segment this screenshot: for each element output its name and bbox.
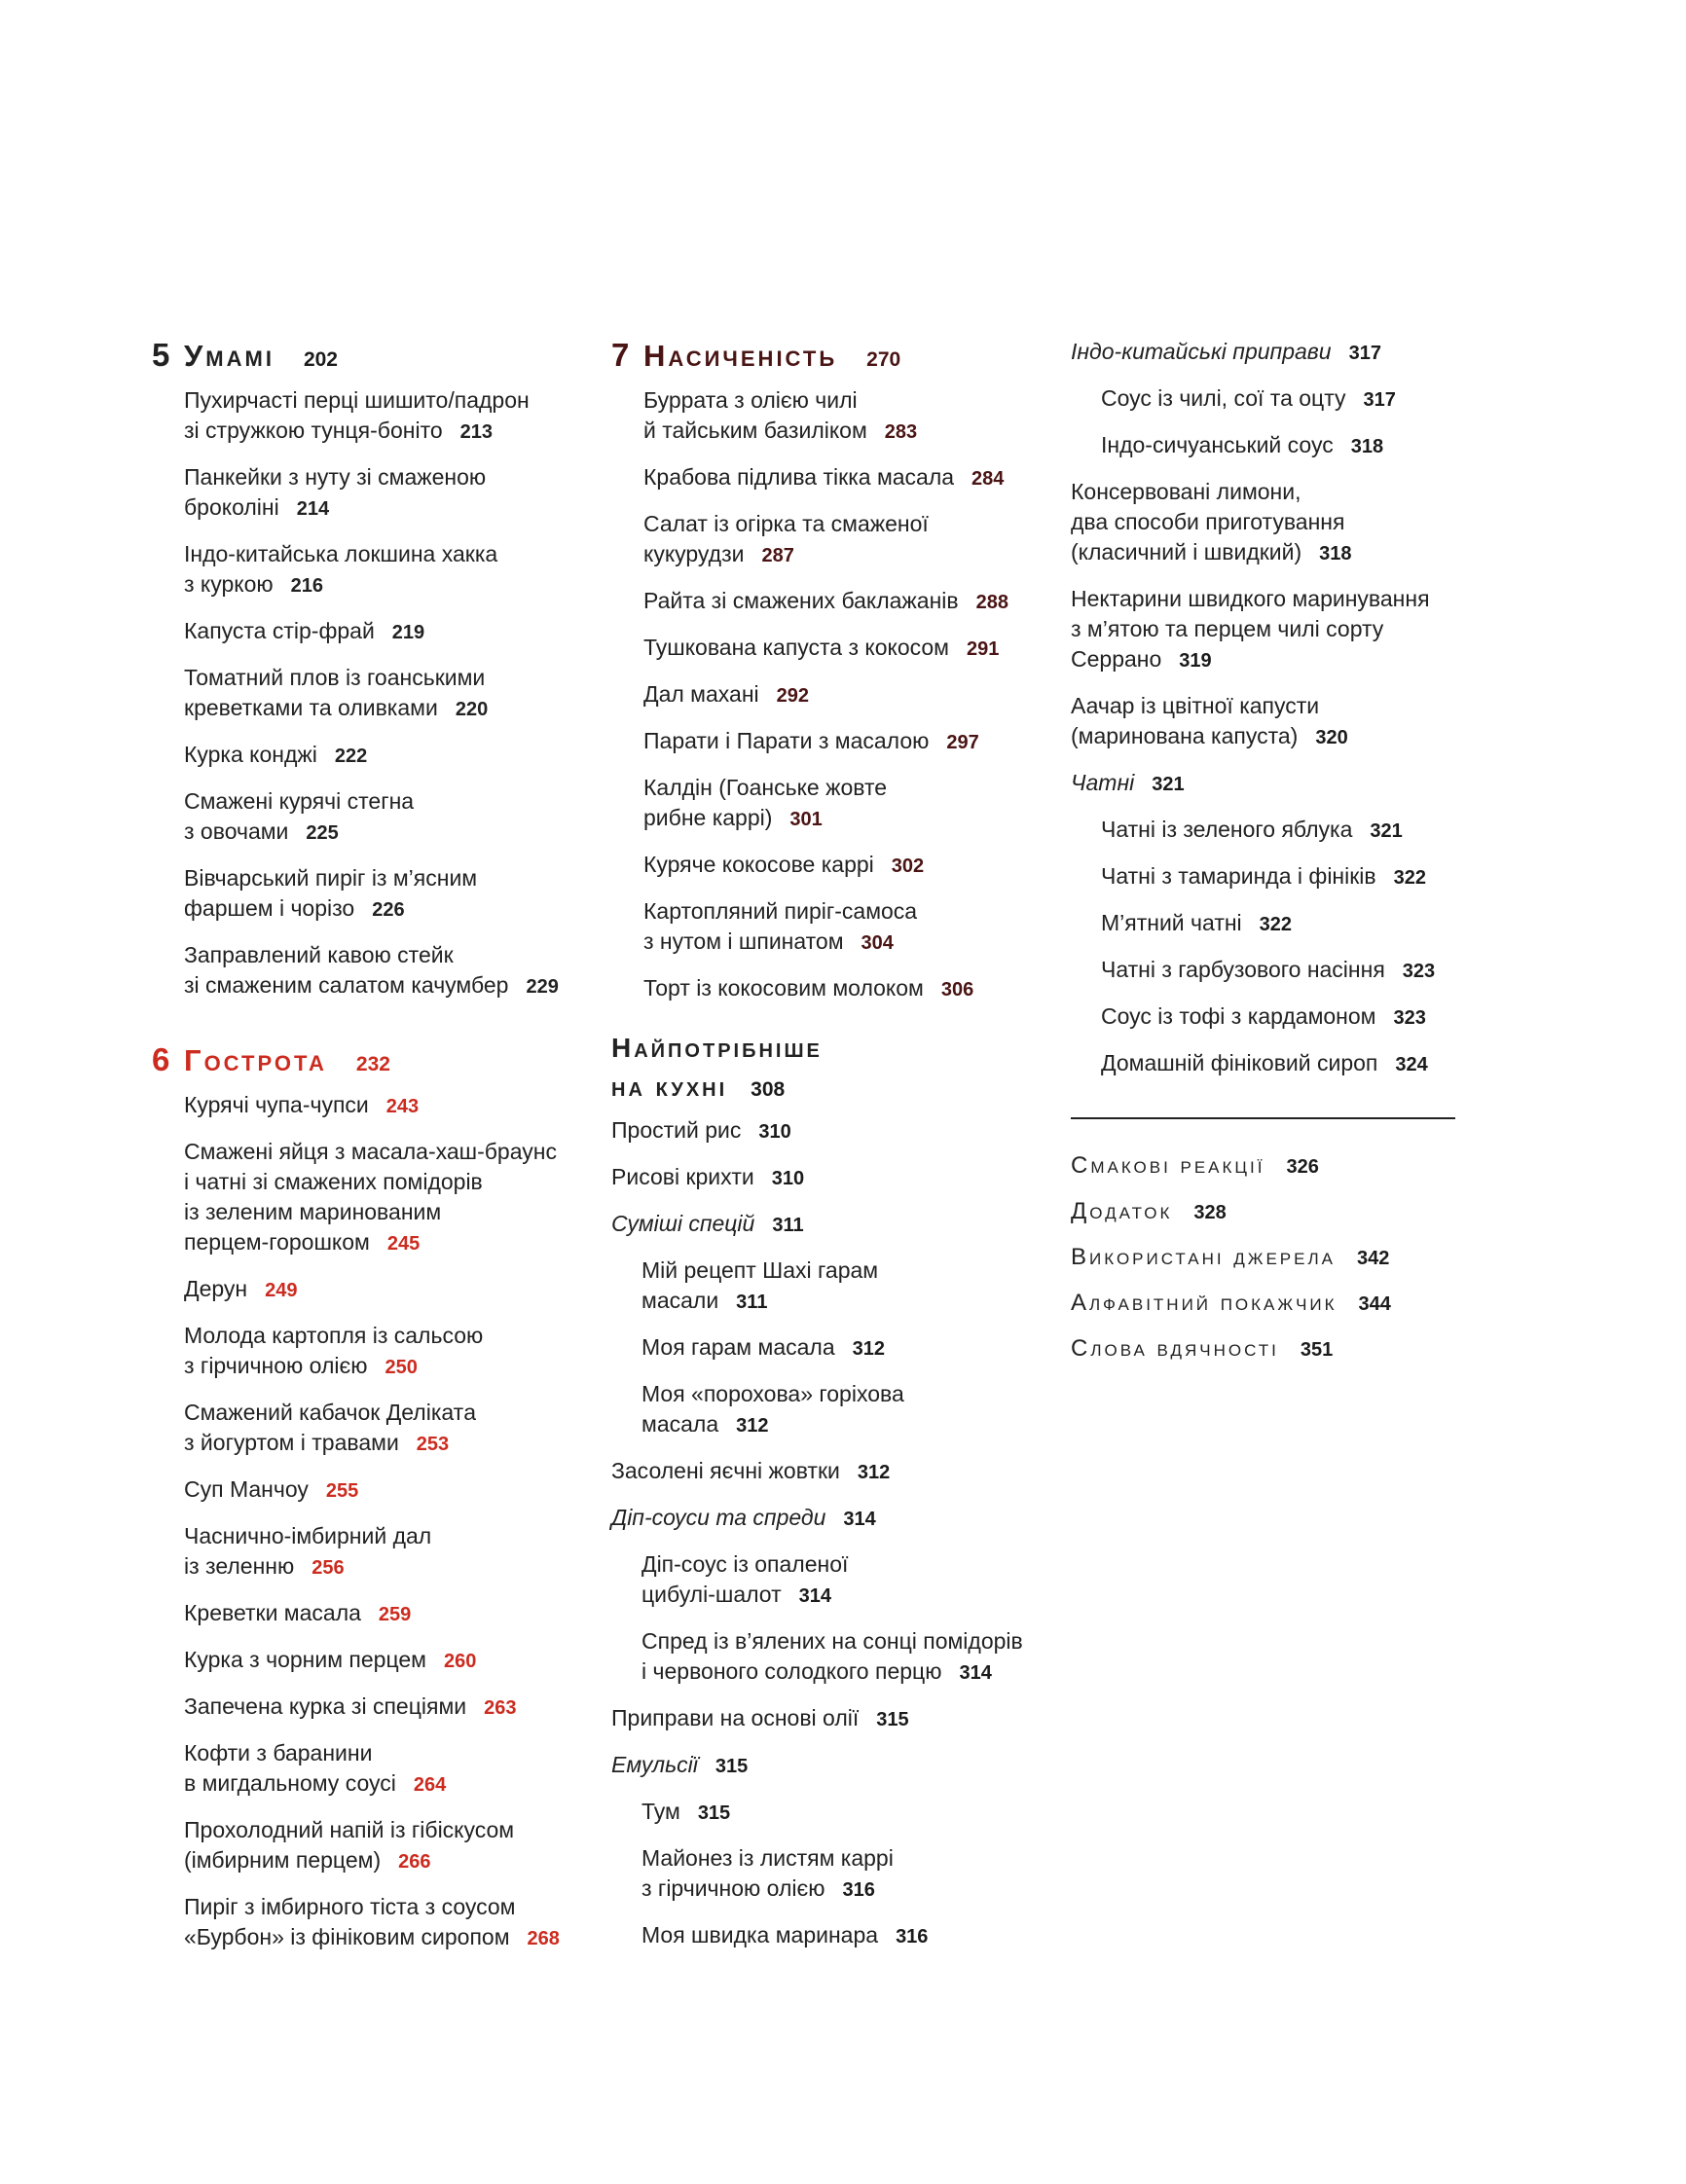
entry-page: 315 — [876, 1709, 909, 1730]
entry-title: Діп-соуси та спреди — [611, 1505, 826, 1530]
entry-page: 301 — [789, 809, 823, 830]
entry-page: 323 — [1393, 1007, 1426, 1029]
toc-entry — [1071, 815, 1460, 847]
section-pantry — [611, 1029, 1040, 1952]
entry-title: Пухирчасті перці шишито/падрон зі стружкою тунця-боніто — [184, 387, 530, 443]
backmatter-page: 342 — [1356, 1248, 1390, 1269]
entry-page: 321 — [1152, 774, 1185, 795]
entry-title: Простий рис — [611, 1117, 742, 1143]
entry-page: 314 — [959, 1662, 992, 1684]
toc-entry — [611, 1797, 1040, 1829]
toc-entry — [611, 1703, 1040, 1735]
entry-page: 214 — [296, 498, 330, 520]
entry-page: 226 — [372, 899, 405, 921]
entry-title: Тушкована капуста з кокосом — [643, 635, 949, 660]
entry-page: 311 — [736, 1292, 768, 1313]
entry-title: Картопляний пиріг-самоса з нутом і шпинатом — [643, 898, 918, 954]
chapter-umami — [152, 337, 570, 1002]
backmatter-item — [1071, 1196, 1460, 1228]
chapter-number: 5 — [152, 337, 170, 373]
toc-entry — [1071, 1048, 1460, 1080]
entry-title: Смажені курячі стегна з овочами — [184, 788, 415, 844]
toc-entry — [611, 1750, 1040, 1782]
entry-list — [611, 1115, 1040, 1952]
entry-list — [1071, 337, 1460, 1080]
toc-entry — [611, 1162, 1040, 1194]
entry-title: Моя швидка маринара — [641, 1922, 879, 1947]
chapter-title: Умамі — [184, 339, 275, 373]
entry-title: Чатні з гарбузового насіння — [1101, 957, 1385, 982]
chapter-title: Гострота — [184, 1043, 327, 1077]
entry-title: Чатні з тамаринда і фініків — [1101, 863, 1376, 889]
entry-title: Аачар із цвітної капусти (маринована капуста) — [1071, 693, 1320, 748]
entry-page: 229 — [526, 976, 559, 998]
entry-page: 249 — [265, 1280, 298, 1301]
entry-title: Капуста стір-фрай — [184, 618, 375, 643]
toc-entry — [152, 1738, 570, 1801]
toc-entry — [1071, 477, 1460, 569]
entry-title: Індо-китайська локшина хакка з куркою — [184, 541, 498, 597]
section-heading — [611, 1029, 1040, 1110]
toc-entry — [152, 940, 570, 1002]
entry-page: 311 — [772, 1215, 804, 1236]
toc-entry — [152, 1892, 570, 1954]
toc-entry — [611, 1209, 1040, 1241]
toc-entry — [1071, 383, 1460, 416]
entry-title: Чатні — [1071, 770, 1135, 795]
entry-title: Майонез із листям каррі з гірчичною олією — [641, 1845, 894, 1901]
divider — [1071, 1117, 1455, 1119]
entry-page: 324 — [1395, 1054, 1428, 1075]
entry-title: Смажений кабачок Делікатa з йогуртом і травами — [184, 1400, 477, 1455]
entry-page: 321 — [1370, 820, 1403, 842]
toc-entry — [152, 786, 570, 849]
chapter-heading — [152, 337, 570, 380]
toc-entry — [1071, 955, 1460, 987]
chapter-richness — [611, 337, 1040, 1005]
toc-entry — [152, 1692, 570, 1724]
toc-entry — [152, 539, 570, 601]
entry-title: Смажені яйця з масала-хаш-браунс і чатні зі смажених помідорів із зеленим маринованим перцем-горошком — [184, 1139, 557, 1255]
chapter-heading — [611, 337, 1040, 380]
entry-page: 291 — [967, 638, 1000, 660]
entry-page: 264 — [413, 1774, 447, 1796]
toc-entry — [1071, 430, 1460, 462]
entry-page: 219 — [391, 622, 425, 643]
entry-title: Вівчарський пиріг із м’ясним фаршем і чорізо — [184, 865, 478, 921]
entry-page: 268 — [527, 1928, 560, 1949]
entry-title: Соус із чилі, сої та оцту — [1101, 385, 1346, 411]
entry-title: Запечена курка зі спеціями — [184, 1693, 467, 1719]
entry-title: Куряче кокосове каррі — [643, 852, 874, 877]
entry-title: Діп-соус із опаленої цибулі-шалот — [641, 1551, 849, 1607]
section-page: 308 — [751, 1078, 786, 1101]
entry-title: Пиріг з імбирного тіста з соусом «Бурбон» із фініковим сиропом — [184, 1894, 516, 1949]
toc-entry — [152, 1321, 570, 1383]
entry-page: 292 — [776, 685, 810, 707]
entry-title: Часнично-імбирний дал із зеленню — [184, 1523, 432, 1579]
entry-page: 220 — [455, 699, 489, 720]
entry-page: 318 — [1350, 436, 1384, 457]
entry-page: 259 — [378, 1604, 412, 1625]
toc-entry — [152, 462, 570, 525]
entry-page: 288 — [975, 592, 1008, 613]
toc-entry — [611, 633, 1040, 665]
entry-title: Салат із огірка та смаженої кукурудзи — [643, 511, 929, 566]
entry-title: Індо-сичуанський соус — [1101, 432, 1334, 457]
entry-page: 250 — [385, 1357, 418, 1378]
entry-title: Спред із в’ялених на сонці помідорів і червоного солодкого перцю — [641, 1628, 1023, 1684]
section-pantry-continued — [1071, 337, 1460, 1080]
backmatter-page: 344 — [1358, 1293, 1391, 1315]
entry-page: 315 — [715, 1756, 749, 1777]
entry-title: Курка конджі — [184, 742, 317, 767]
entry-page: 263 — [484, 1697, 517, 1719]
entry-page: 317 — [1363, 389, 1396, 411]
entry-title: Соус із тофі з кардамоном — [1101, 1003, 1376, 1029]
backmatter-title: Використані джерела — [1071, 1244, 1336, 1270]
entry-title: Курка з чорним перцем — [184, 1647, 426, 1672]
toc-entry — [1071, 861, 1460, 893]
entry-title: Торт із кокосовим молоком — [643, 975, 924, 1001]
toc-column-3 — [1071, 337, 1460, 1379]
entry-title: Курячі чупа-чупси — [184, 1092, 369, 1117]
entry-page: 314 — [843, 1509, 876, 1530]
toc-entry — [611, 586, 1040, 618]
section-title-line2: на кухні — [611, 1072, 728, 1102]
entry-title: Мій рецепт Шахі гарам масали — [641, 1257, 879, 1313]
toc-entry — [152, 1137, 570, 1259]
entry-page: 256 — [312, 1557, 345, 1579]
entry-page: 319 — [1179, 650, 1212, 672]
toc-entry — [1071, 768, 1460, 800]
backmatter-item — [1071, 1333, 1460, 1365]
toc-entry — [611, 1843, 1040, 1906]
backmatter-title: Алфавітний покажчик — [1071, 1290, 1338, 1316]
entry-page: 216 — [290, 575, 324, 597]
backmatter-item — [1071, 1150, 1460, 1183]
toc-entry — [611, 1256, 1040, 1318]
entry-title: Індо-китайські приправи — [1071, 339, 1332, 364]
toc-entry — [611, 850, 1040, 882]
toc-entry — [152, 1398, 570, 1460]
toc-entry — [611, 1503, 1040, 1535]
entry-page: 316 — [896, 1926, 929, 1947]
toc-entry — [1071, 908, 1460, 940]
entry-title: Чатні із зеленого яблука — [1101, 817, 1353, 842]
entry-page: 287 — [761, 545, 794, 566]
entry-page: 320 — [1315, 727, 1348, 748]
entry-title: Рисові крихти — [611, 1164, 754, 1189]
entry-title: Засолені яєчні жовтки — [611, 1458, 840, 1483]
toc-entry — [611, 1379, 1040, 1441]
backmatter-title: Слова вдячності — [1071, 1335, 1279, 1362]
entry-title: Калдін (Гоанське жовте рибне каррі) — [643, 775, 888, 830]
entry-title: Суп Манчоу — [184, 1476, 309, 1502]
toc-entry — [611, 1549, 1040, 1612]
entry-page: 318 — [1319, 543, 1352, 564]
entry-page: 323 — [1402, 961, 1436, 982]
entry-page: 322 — [1259, 914, 1293, 935]
entry-page: 312 — [736, 1415, 769, 1437]
backmatter-item — [1071, 1242, 1460, 1274]
toc-entry — [152, 1521, 570, 1583]
toc-entry — [152, 616, 570, 648]
entry-title: Кофти з баранини в мигдальному соусі — [184, 1740, 396, 1796]
chapter-number: 7 — [611, 337, 630, 373]
toc-entry — [611, 509, 1040, 571]
entry-title: Прохолодний напій із гібіскусом (імбирним перцем) — [184, 1817, 515, 1873]
entry-page: 255 — [325, 1480, 359, 1502]
entry-list — [611, 385, 1040, 1005]
entry-title: Буррата з олією чилі й тайським базиліком — [643, 387, 867, 443]
entry-page: 304 — [861, 932, 894, 954]
entry-title: Панкейки з нуту зі смаженою броколіні — [184, 464, 487, 520]
backmatter-list — [1071, 1150, 1460, 1365]
chapter-heading — [152, 1041, 570, 1084]
toc-entry — [1071, 337, 1460, 369]
entry-page: 297 — [946, 732, 979, 753]
toc-entry — [152, 1474, 570, 1507]
entry-page: 322 — [1393, 867, 1427, 889]
entry-title: Суміші спецій — [611, 1211, 755, 1236]
toc-entry — [611, 679, 1040, 711]
entry-page: 283 — [884, 421, 918, 443]
toc-entry — [152, 385, 570, 448]
toc-entry — [152, 740, 570, 772]
toc-entry — [611, 1115, 1040, 1147]
toc-entry — [152, 1090, 570, 1122]
entry-page: 266 — [398, 1851, 431, 1873]
entry-page: 312 — [857, 1462, 891, 1483]
chapter-page: 232 — [355, 1053, 390, 1075]
entry-page: 222 — [334, 746, 368, 767]
toc-column-1 — [152, 337, 570, 1969]
toc-entry — [611, 1332, 1040, 1365]
section-title-line1: Найпотрібніше — [611, 1033, 823, 1063]
toc-entry — [152, 863, 570, 926]
toc-entry — [611, 773, 1040, 835]
chapter-title: Насиченість — [643, 339, 838, 373]
toc-entry — [611, 462, 1040, 494]
toc-entry — [152, 663, 570, 725]
toc-entry — [152, 1598, 570, 1630]
entry-page: 243 — [385, 1096, 420, 1117]
entry-page: 310 — [758, 1121, 791, 1143]
toc-entry — [1071, 691, 1460, 753]
backmatter-page: 328 — [1193, 1202, 1227, 1223]
entry-page: 316 — [842, 1879, 875, 1901]
entry-page: 245 — [386, 1233, 421, 1255]
backmatter-title: Додаток — [1071, 1198, 1173, 1224]
entry-title: М’ятний чатні — [1101, 910, 1242, 935]
chapter-number: 6 — [152, 1041, 170, 1077]
chapter-heat — [152, 1041, 570, 1954]
entry-title: Нектарини швидкого маринування з м’ятою та перцем чилі сорту Серрано — [1071, 586, 1430, 672]
toc-entry — [152, 1815, 570, 1877]
toc-entry — [611, 385, 1040, 448]
toc-entry — [611, 726, 1040, 758]
entry-list — [152, 385, 570, 1002]
entry-title: Емульсії — [611, 1752, 698, 1777]
chapter-page: 202 — [303, 348, 338, 371]
backmatter-page: 351 — [1300, 1339, 1334, 1361]
entry-page: 284 — [971, 468, 1005, 490]
entry-title: Консервовані лимони, два способи приготування (класичний і швидкий) — [1071, 479, 1345, 564]
entry-title: Заправлений кавою стейк зі смаженим салатом качумбер — [184, 942, 509, 998]
entry-page: 213 — [459, 421, 494, 443]
toc-entry — [152, 1645, 570, 1677]
entry-title: Молода картопля із сальсою з гірчичною олією — [184, 1323, 484, 1378]
entry-title: Крабова підлива тікка масала — [643, 464, 955, 490]
entry-page: 253 — [416, 1434, 450, 1455]
entry-title: Парати і Парати з масалою — [643, 728, 930, 753]
entry-page: 314 — [798, 1585, 831, 1607]
toc-entry — [611, 1456, 1040, 1488]
entry-page: 260 — [444, 1651, 477, 1672]
toc-entry — [1071, 584, 1460, 676]
toc-entry — [152, 1274, 570, 1306]
backmatter-page: 326 — [1286, 1156, 1319, 1178]
toc-entry — [611, 973, 1040, 1005]
entry-title: Дерун — [184, 1276, 248, 1301]
toc-column-2 — [611, 337, 1040, 1967]
entry-title: Моя «порохова» горіхова масала — [641, 1381, 904, 1437]
chapter-page: 270 — [866, 348, 901, 371]
entry-page: 312 — [852, 1338, 885, 1360]
entry-page: 317 — [1348, 343, 1381, 364]
entry-list — [152, 1090, 570, 1954]
entry-title: Креветки масала — [184, 1600, 361, 1625]
entry-title: Моя гарам масала — [641, 1334, 835, 1360]
toc-entry — [1071, 1001, 1460, 1034]
entry-page: 225 — [306, 822, 339, 844]
toc-entry — [611, 896, 1040, 959]
backmatter-item — [1071, 1288, 1460, 1320]
entry-page: 310 — [771, 1168, 805, 1189]
toc-entry — [611, 1626, 1040, 1689]
entry-page: 315 — [697, 1802, 731, 1824]
entry-page: 302 — [891, 855, 925, 877]
entry-title: Дал махані — [643, 681, 759, 707]
backmatter-title: Смакові реакції — [1071, 1152, 1265, 1179]
entry-title: Райта зі смажених баклажанів — [643, 588, 959, 613]
entry-title: Приправи на основі олії — [611, 1705, 860, 1730]
toc-entry — [611, 1920, 1040, 1952]
entry-title: Тум — [641, 1799, 680, 1824]
entry-title: Домашній фініковий сироп — [1101, 1050, 1378, 1075]
entry-page: 306 — [940, 979, 974, 1001]
entry-title: Томатний плов із гоанськими креветками та оливками — [184, 665, 486, 720]
